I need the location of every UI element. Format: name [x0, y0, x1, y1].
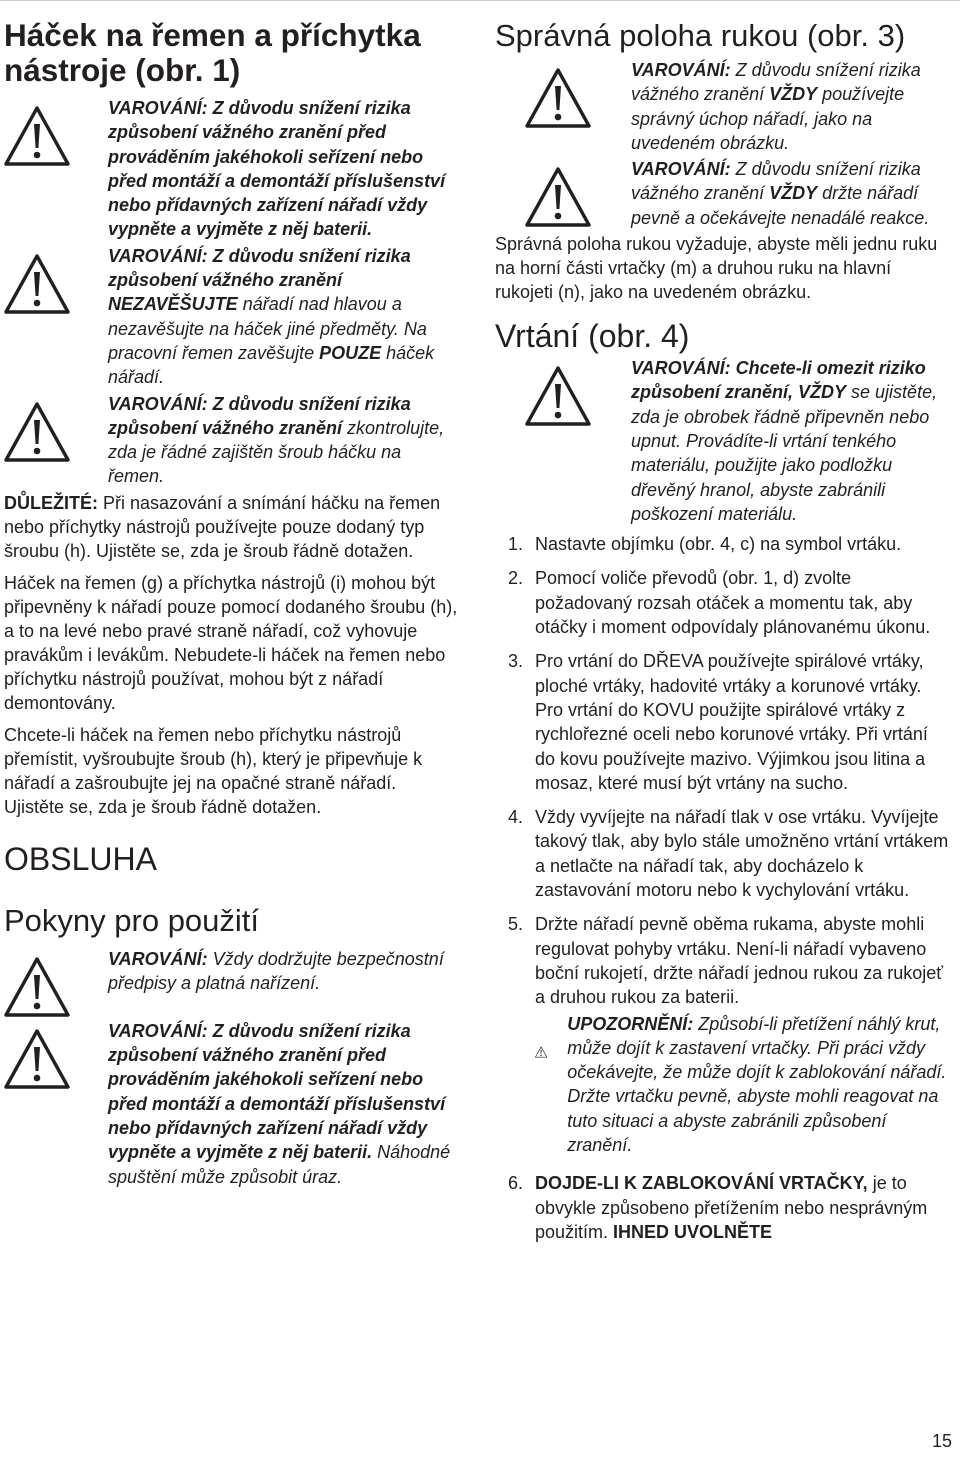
warning-text: VAROVÁNÍ: Chcete-li omezit riziko způsobení zranění, VŽDY se ujistěte, zda je obrobek řádně připevněn nebo upnut. Provádíte-li vrtání tenkého materiálu, použijte jako podložku dřevěný hranol, abyste zabránili poškození materiálu. [631, 358, 938, 524]
drilling-steps-list [495, 532, 952, 1244]
top-border-line [0, 0, 960, 1]
warning-icon [525, 68, 591, 128]
list-item: 2. Pomocí voliče převodů (obr. 1, d) zvolte požadovaný rozsah otáček a momentu tak, aby otáčky i moment odpovídaly plánovanému úkonu. [508, 568, 931, 638]
warning-block [495, 356, 952, 526]
paragraph: Háček na řemen (g) a příchytka nástrojů (i) mohou být připevněny k nářadí pouze pomocí dodaného šroubu (h), a to na levé nebo pravé straně nářadí, což vyhovuje pravákům i levákům. Nebudete-li háček na řemen nebo příchytku nástrojů používat, mohou být z nářadí demontovány. [4, 572, 458, 713]
warning-block [495, 58, 952, 155]
warning-block [4, 392, 460, 489]
warning-block [4, 244, 460, 390]
warning-text: VAROVÁNÍ: Z důvodu snížení rizika způsobení vážného zranění NEZAVĚŠUJTE nářadí nad hlavou a nezavěšujte na háček jiné předměty. Na pracovní řemen zavěšujte POUZE háček nářadí. [108, 245, 435, 388]
paragraph: Správná poloha rukou vyžaduje, abyste měli jednu ruku na horní části vrtačky (m) a druhou ruku na hlavní rukojeti (n), jako na uvedeném obrázku. [495, 234, 938, 303]
warning-text: VAROVÁNÍ: Z důvodu snížení rizika vážného zranění VŽDY používejte správný úchop nářadí, jako na uvedeném obrázku. [631, 60, 921, 153]
warning-block [495, 157, 952, 230]
page-number: 15 [931, 1431, 952, 1451]
paragraph: Chcete-li háček na řemen nebo příchytku nástrojů přemístit, vyšroubujte šroub (h), který je připevňuje k nářadí a zašroubujte jej na opačné straně nářadí. Ujistěte se, zda je šroub řádně dotažen. [4, 724, 423, 817]
warning-icon [525, 167, 591, 227]
warning-icon [4, 957, 70, 1017]
caution-block [535, 1012, 952, 1158]
section-heading-obsluha: OBSLUHA [4, 840, 157, 877]
warning-text: VAROVÁNÍ: Z důvodu snížení rizika způsobení vážného zranění před prováděním jakéhokoli seřízení nebo před montáží a demontáží příslušenství nebo přídavných zařízení nářadí vždy vypněte a vyjměte z něj baterii. [108, 98, 446, 240]
warning-icon [4, 106, 70, 166]
warning-text: VAROVÁNÍ: Z důvodu snížení rizika vážného zranění VŽDY držte nářadí pevně a očekávejte nenadálé reakce. [631, 159, 930, 228]
caution-text: UPOZORNĚNÍ: Způsobí-li přetížení náhlý krut, může dojít k zastavení vrtačky. Při práci vždy očekávejte, že může dojít k zablokování nářadí. Držte vrtačku pevně, abyste mohli reagovat na tuto situaci a abyste zabránili způsobení zranění. [567, 1013, 947, 1155]
warning-text: VAROVÁNÍ: Z důvodu snížení rizika způsobení vážného zranění před prováděním jakéhokoli seřízení nebo před montáží a demontáží příslušenství nebo přídavných zařízení nářadí vždy vypněte a vyjměte z něj baterii. Náhodné spuštění může způsobit úraz. [108, 1020, 451, 1187]
important-paragraph: DŮLEŽITÉ: Při nasazování a snímání háčku na řemen nebo příchytky nástrojů používejte pouze dodaný typ šroubu (h). Ujistěte se, zda je šroub řádně dotažen. [4, 492, 441, 561]
list-item: 3. Pro vrtání do DŘEVA používejte spirálové vrtáky, ploché vrtáky, hadovité vrtáky a korunové vrtáky. Pro vrtání do KOVU použijte spirálové vrtáky z rychlořezné oceli nebo korunové vrtáky. Při vrtání do kovu používejte mazivo. Výjimkou jsou litina a mosaz, které musí být vrtány na sucho. [508, 651, 928, 793]
warning-icon [535, 1024, 547, 1080]
section-heading-pokyny: Pokyny pro použití [4, 902, 260, 938]
warning-block [4, 1019, 460, 1189]
right-column [495, 18, 952, 1254]
warning-icon [4, 254, 70, 314]
section-heading-drilling: Vrtání (obr. 4) [495, 318, 690, 355]
section-heading-hand-position: Správná poloha rukou (obr. 3) [495, 18, 906, 53]
warning-text: VAROVÁNÍ: Z důvodu snížení rizika způsobení vážného zranění zkontrolujte, zda je řádné zajištěn šroub háčku na řemen. [108, 393, 445, 487]
list-item: 5. Držte nářadí pevně oběma rukama, abyste mohli regulovat pohyby vrtáku. Není-li nářadí vybaveno boční rukojetí, držte nářadí jednou rukou za rukojeť a druhou rukou za baterii. UPOZORNĚNÍ: Způsobí-li přetížení náhlý krut, může dojít k zastavení vrtačky. Při práci vždy očekávejte, že může dojít k zablokování nářadí. Držte vrtačku pevně, abyste mohli reagovat na tuto situaci a abyste zabránili způsobení zranění. [495, 912, 952, 1161]
list-item: 6. DOJDE-LI K ZABLOKOVÁNÍ VRTAČKY, je to obvykle způsobeno přetížením nebo nesprávným použitím. IHNED UVOLNĚTE [508, 1173, 928, 1242]
left-column [4, 18, 460, 1191]
list-item: 4. Vždy vyvíjejte na nářadí tlak v ose vrtáku. Vyvíjejte takový tlak, aby bylo stále umožněno vrtání vrtákem a netlačte na nářadí tak, aby docházelo k zastavování motoru nebo k vychylování vrtáku. [508, 807, 949, 901]
warning-icon [4, 1029, 70, 1089]
warning-icon [525, 366, 591, 426]
section-heading-belt-hook: Háček na řemen a příchytka nástroje (obr. 1) [4, 17, 421, 88]
warning-block [4, 947, 460, 1017]
warning-icon [4, 402, 70, 462]
warning-block [4, 96, 460, 242]
list-item: 1. Nastavte objímku (obr. 4, c) na symbol vrtáku. [508, 534, 902, 555]
warning-text: VAROVÁNÍ: Vždy dodržujte bezpečnostní předpisy a platná nařízení. [108, 948, 444, 994]
